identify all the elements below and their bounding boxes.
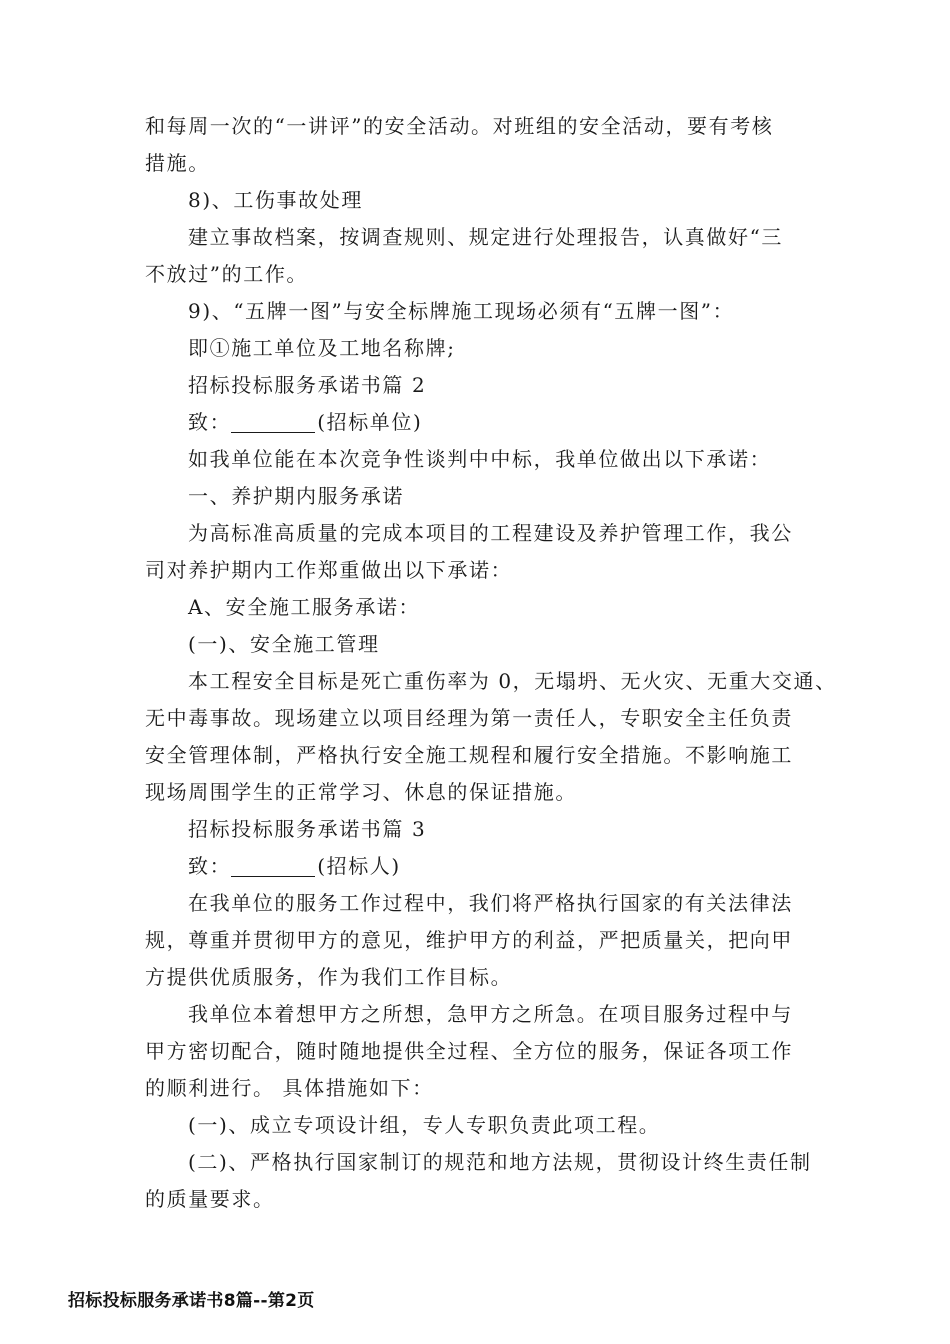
paragraph-line: 在我单位的服务工作过程中，我们将严格执行国家的有关法律法 bbox=[188, 891, 793, 915]
paragraph-line: 无中毒事故。现场建立以项目经理为第一责任人，专职安全主任负责 bbox=[145, 706, 793, 730]
addressee-recipient: (招标单位) bbox=[317, 410, 423, 434]
paragraph-line: (一)、成立专项设计组，专人专职负责此项工程。 bbox=[188, 1113, 661, 1137]
paragraph-line: 建立事故档案，按调查规则、规定进行处理报告，认真做好“三 bbox=[188, 225, 784, 249]
paragraph-line: 即①施工单位及工地名称牌; bbox=[188, 336, 456, 360]
section-heading: 8)、工伤事故处理 bbox=[188, 188, 363, 212]
page-footer: 招标投标服务承诺书8篇--第2页 bbox=[68, 1291, 315, 1311]
addressee-recipient: (招标人) bbox=[317, 854, 401, 878]
paragraph-line: 现场周围学生的正常学习、休息的保证措施。 bbox=[145, 780, 577, 804]
paragraph-line: 的顺利进行。 具体措施如下： bbox=[145, 1076, 434, 1100]
article-title: 招标投标服务承诺书篇 3 bbox=[188, 817, 427, 841]
paragraph-line: 不放过”的工作。 bbox=[145, 262, 309, 286]
article-title: 招标投标服务承诺书篇 2 bbox=[188, 373, 427, 397]
paragraph-line: 我单位本着想甲方之所想，急甲方之所急。在项目服务过程中与 bbox=[188, 1002, 793, 1026]
paragraph-line: 措施。 bbox=[145, 151, 210, 175]
paragraph-line: 和每周一次的“一讲评”的安全活动。对班组的安全活动，要有考核 bbox=[145, 114, 774, 138]
paragraph-line: 司对养护期内工作郑重做出以下承诺： bbox=[145, 558, 513, 582]
blank-underline bbox=[231, 856, 315, 877]
paragraph-line: 本工程安全目标是死亡重伤率为 0，无塌坍、无火灾、无重大交通、 bbox=[188, 669, 837, 693]
blank-underline bbox=[231, 412, 315, 433]
section-heading: 9)、“五牌一图”与安全标牌施工现场必须有“五牌一图”： bbox=[188, 299, 735, 323]
addressee-prefix: 致： bbox=[188, 410, 232, 434]
addressee-prefix: 致： bbox=[188, 854, 232, 878]
addressee-line bbox=[188, 408, 868, 436]
section-heading: 一、养护期内服务承诺 bbox=[188, 484, 404, 508]
paragraph-line: (二)、严格执行国家制订的规范和地方法规，贯彻设计终生责任制 bbox=[188, 1150, 812, 1174]
addressee-line bbox=[188, 852, 868, 880]
paragraph-line: 甲方密切配合，随时随地提供全过程、全方位的服务，保证各项工作 bbox=[145, 1039, 793, 1063]
section-heading: (一)、安全施工管理 bbox=[188, 632, 380, 656]
paragraph-line: 规，尊重并贯彻甲方的意见，维护甲方的利益，严把质量关，把向甲 bbox=[145, 928, 793, 952]
section-heading: A、安全施工服务承诺： bbox=[188, 595, 421, 619]
paragraph-line: 为高标准高质量的完成本项目的工程建设及养护管理工作，我公 bbox=[188, 521, 793, 545]
paragraph-line: 的质量要求。 bbox=[145, 1187, 275, 1211]
paragraph-line: 如我单位能在本次竞争性谈判中中标，我单位做出以下承诺： bbox=[188, 447, 772, 471]
paragraph-line: 方提供优质服务，作为我们工作目标。 bbox=[145, 965, 513, 989]
paragraph-line: 安全管理体制，严格执行安全施工规程和履行安全措施。不影响施工 bbox=[145, 743, 793, 767]
